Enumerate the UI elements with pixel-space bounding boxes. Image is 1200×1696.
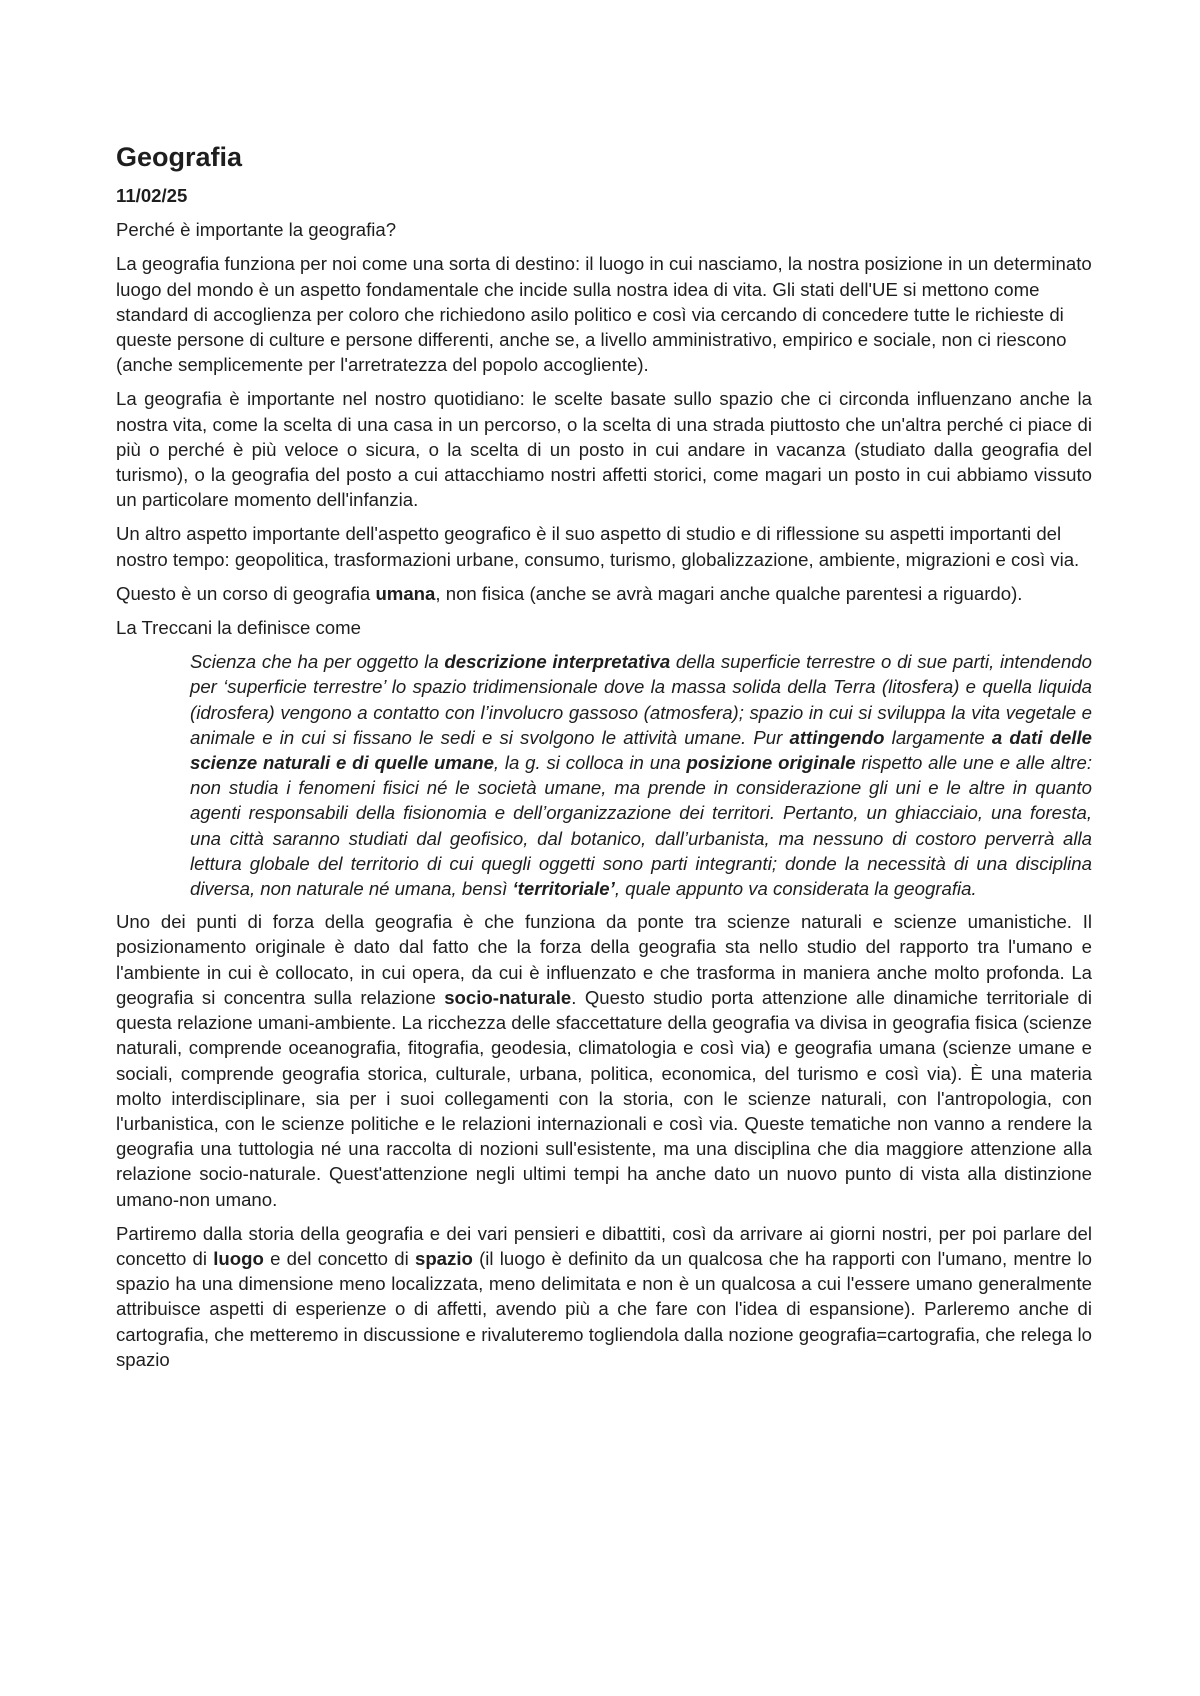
paragraph-6-bold: socio-naturale [444,986,572,1008]
paragraph-4-text-a: Questo è un corso di geografia [116,582,376,604]
quote-bold-2: attingendo [789,726,885,748]
quote-bold-3: a dati delle scienze naturali [190,726,1092,774]
quote-text-6: rispetto alle une e alle altre: non studia i fenomeni fisici né le società umane, ma prende in considerazione gli uni e le altre in quanto agenti responsabili della fisionomia e dell’organizzazione dei territori. Pertanto, un ghiacciaio, una foresta, una città saranno studiati dal geofisico, dal botanico, dall’urbanista, ma nessuno di costoro perverrà alla lettura globale del territorio di cui quegli oggetti sono parti integranti; donde la necessità di una disciplina diversa, non naturale né umana, bensì [190,752,1092,900]
question-line: Perché è importante la geografia? [116,219,397,241]
treccani-quote [190,649,1092,901]
paragraph-7-text-c: e del concetto di [263,1247,415,1269]
paragraph-3: Un altro aspetto importante dell'aspetto geografico è il suo aspetto di studio e di riflessione su aspetti importanti del nostro tempo: geopolitica, trasformazioni urbane, consumo, turismo, globalizzazione, ambiente, migrazioni e così via. [116,523,1080,570]
paragraph-7-bold-1: luogo [213,1247,264,1269]
quote-bold-5: posizione originale [686,752,856,774]
quote-text-5: , la g. si colloca in una [493,752,687,774]
paragraph-5: La Treccani la definisce come [116,617,361,639]
paragraph-4-text-c: , non fisica (anche se avrà magari anche qualche parentesi a riguardo). [435,582,1023,604]
quote-text-7: , quale appunto va considerata la geografia. [614,878,977,900]
paragraph-4 [116,581,1092,606]
paragraph-7 [116,1221,1092,1372]
quote-text-2: della superficie terrestre o di sue parti, intendendo per ‘superficie terrestre’ lo spazio tridimensionale dove la massa solida della Terra (litosfera) e quella liquida (idrosfera) vengono a contatto con l’involucro gassoso (atmosfera); spazio in cui si sviluppa la vita vegetale e animale e in cui si fissano le sedi e si svolgono le attività umane. Pur [190,651,1092,748]
quote-bold-6: ‘territoriale’ [512,878,615,900]
quote-bold-4: e di quelle umane [335,752,494,774]
paragraph-2: La geografia è importante nel nostro quotidiano: le scelte basate sullo spazio che ci circonda influenzano anche la nostra vita, come la scelta di una casa in un percorso, o la scelta di una strada piuttosto che un'altra perché ci piace di più o perché è più veloce o sicura, o la scelta di un posto in cui andare in vacanza (studiato dalla geografia del turismo), o la geografia del posto a cui attacchiamo nostri affetti storici, come magari un posto in cui abbiamo vissuto un particolare momento dell'infanzia. [116,388,1092,511]
paragraph-6-text-a: Uno dei punti di forza della geografia è che funziona da ponte tra scienze naturali e scienze umanistiche. Il posizionamento originale è dato dal fatto che la forza della geografia sta nello studio del rapporto tra l'umano e l'ambiente in cui è collocato, in cui opera, da cui è influenzato e che trasforma in maniera anche molto profonda. La geografia si concentra sulla relazione [116,911,1092,1008]
quote-bold-1: descrizione interpretativa [444,651,671,673]
paragraph-6 [116,909,1092,1211]
quote-text-3: largamente [884,726,992,748]
paragraph-6-text-c: . Questo studio porta attenzione alle dinamiche territoriale di questa relazione umani-ambiente. La ricchezza delle sfaccettature della geografia va divisa in geografia fisica (scienze naturali, comprende oceanografia, fitografia, geodesia, climatologia e così via) e geografia umana (scienze umane e sociali, comprende geografia storica, culturale, urbana, politica, economica, del turismo e così via). È una materia molto interdisciplinare, sia per i suoi collegamenti con la storia, con le scienze naturali, con l'antropologia, con l'urbanistica, con le scienze politiche e le relazioni internazionali e così via. Queste tematiche non vanno a rendere la geografia una tuttologia né una raccolta di nozioni sull'esistente, ma una disciplina che dia maggiore attenzione alla relazione socio-naturale. Quest'attenzione negli ultimi tempi ha anche dato un nuovo punto di vista alla distinzione umano-non umano. [116,986,1093,1210]
paragraph-7-text-d: (il luogo è definito da un qualcosa che ha rapporti con l'umano, mentre lo spazio ha una dimensione meno localizzata, meno delimitata e non è un qualcosa a cui l'essere umano generalmente attribuisce aspetti di esperienze o di affetti, avendo più a che fare con l'idea di espansione). Parleremo anche di cartografia, che metteremo in discussione e rivaluteremo togliendola dalla nozione geografia=cartografia, che relega lo spazio [116,1247,1092,1370]
paragraph-7-bold-2: spazio [414,1247,473,1269]
paragraph-7-text-a: Partiremo dalla storia della geografia e dei vari pensieri e dibattiti, così da arrivare ai giorni nostri, per poi parlare del concetto di [116,1222,1092,1269]
document-page [116,140,1092,1381]
paragraph-4-bold: umana [375,582,436,604]
document-title: Geografia [116,142,243,172]
lecture-date: 11/02/25 [116,185,188,206]
quote-text-1: Scienza che ha per oggetto la [190,651,445,673]
paragraph-1: La geografia funziona per noi come una sorta di destino: il luogo in cui nasciamo, la nostra posizione in un determinato luogo del mondo è un aspetto fondamentale che incide sulla nostra idea di vita. Gli stati dell'UE si mettono come standard di accoglienza per coloro che richiedono asilo politico e così via cercando di concedere tutte le richieste di queste persone di culture e persone differenti, anche se, a livello amministrativo, empirico e sociale, non ci riescono (anche semplicemente per l'arretratezza del popolo accogliente). [116,253,1092,376]
